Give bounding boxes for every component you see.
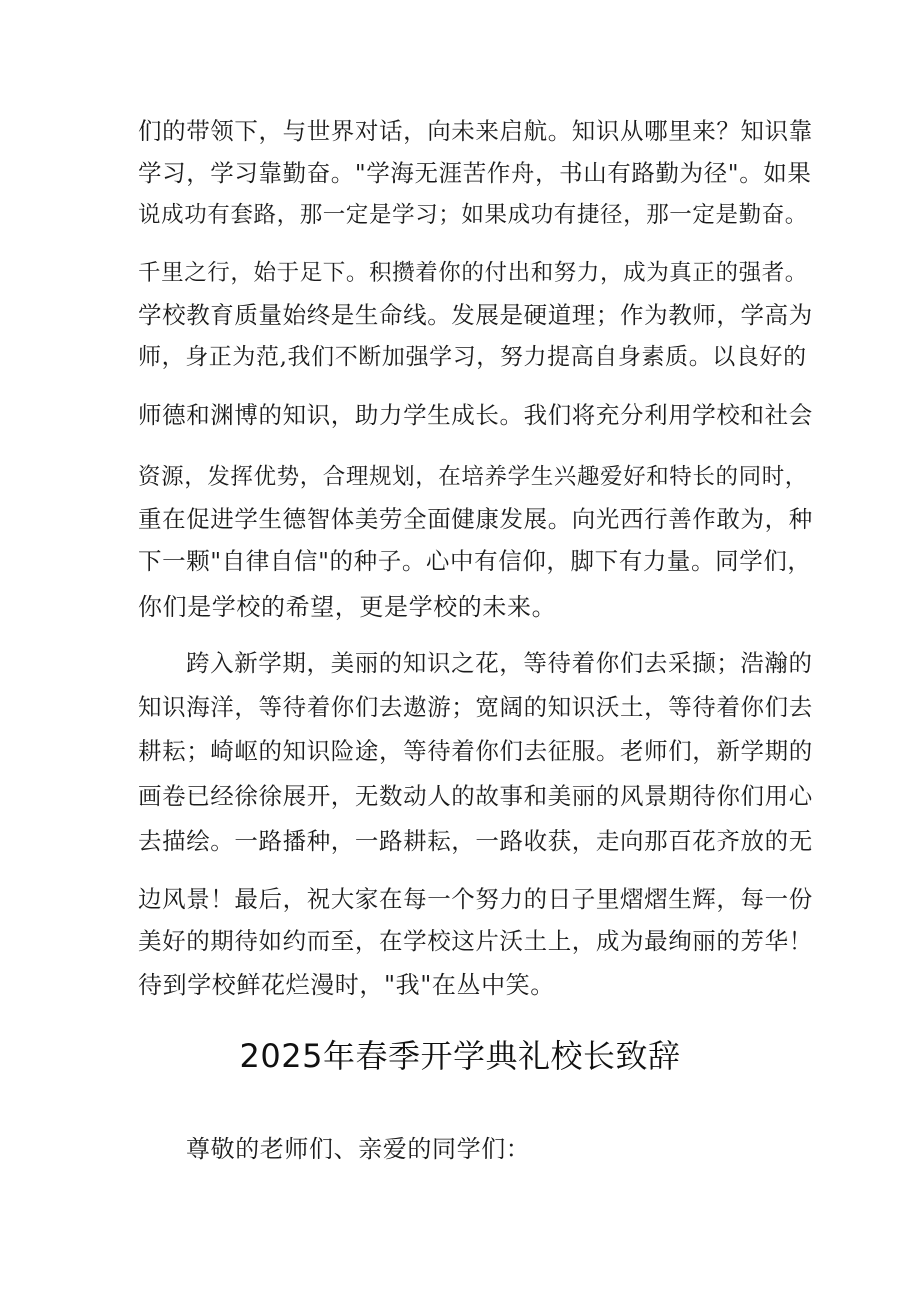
text-line: 重在促进学生德智体美劳全面健康发展。向光西行善作敢为，种: [138, 505, 813, 533]
text-line: 千里之行，始于足下。积攒着你的付出和努力，成为真正的强者。: [138, 260, 808, 286]
text-line: 你们是学校的希望，更是学校的未来。: [138, 593, 557, 621]
text-line: 师德和渊博的知识，助力学生成长。我们将充分利用学校和社会: [138, 401, 813, 429]
document-title: 2025年春季开学典礼校长致辞: [239, 1037, 681, 1075]
text-line: 师，身正为范,我们不断加强学习，努力提高自身素质。以良好的: [138, 344, 807, 370]
text-line: 耕耘；崎岖的知识险途，等待着你们去征服。老师们，新学期的: [138, 737, 813, 765]
text-line: 美好的期待如约而至，在学校这片沃土上，成为最绚丽的芳华！: [138, 927, 813, 955]
text-line: 知识海洋，等待着你们去遨游；宽阔的知识沃土，等待着你们去: [138, 693, 813, 721]
text-line: 跨入新学期，美丽的知识之花，等待着你们去采撷；浩瀚的: [186, 649, 813, 677]
greeting: 尊敬的老师们、亲爱的同学们：: [186, 1135, 531, 1163]
text-line: 下一颗"自律自信"的种子。心中有信仰，脚下有力量。同学们，: [138, 547, 812, 575]
text-line: 待到学校鲜花烂漫时，"我"在丛中笑。: [138, 971, 555, 999]
text-line: 说成功有套路，那一定是学习；如果成功有捷径，那一定是勤奋。: [138, 202, 808, 228]
text-line: 画卷已经徐徐展开，无数动人的故事和美丽的风景期待你们用心: [138, 782, 813, 810]
text-line: 学习，学习靠勤奋。"学海无涯苦作舟，书山有路勤为径"。如果: [138, 159, 812, 187]
text-line: 学校教育质量始终是生命线。发展是硬道理；作为教师，学高为: [138, 301, 813, 329]
text-line: 边风景！最后，祝大家在每一个努力的日子里熠熠生辉，每一份: [138, 885, 813, 913]
text-line: 去描绘。一路播种，一路耕耘，一路收获，走向那百花齐放的无: [138, 827, 813, 855]
text-line: 资源，发挥优势，合理规划，在培养学生兴趣爱好和特长的同时，: [138, 464, 808, 490]
text-line: 们的带领下，与世界对话，向未来启航。知识从哪里来？知识靠: [138, 117, 813, 145]
